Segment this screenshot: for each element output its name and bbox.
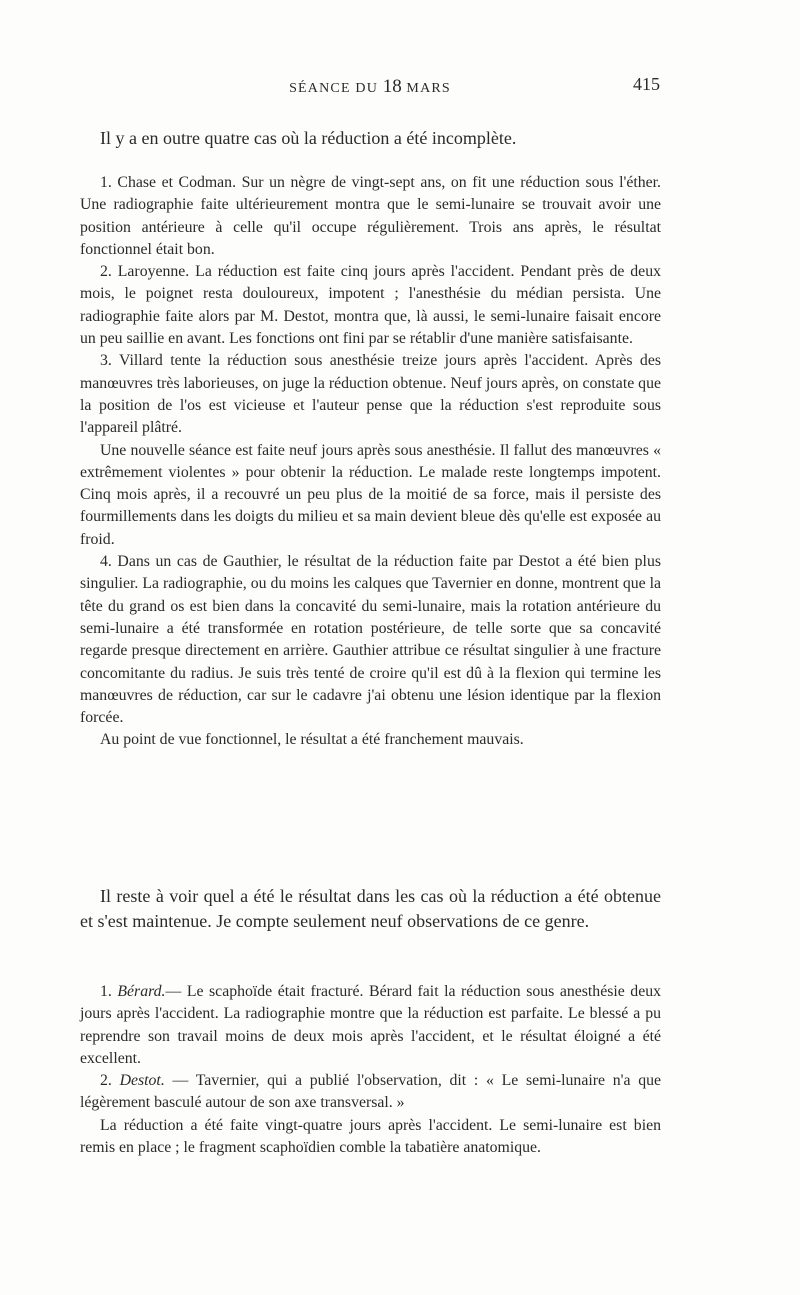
case-paragraph: 2. Laroyenne. La réduction est faite cinq jours après l'accident. Pendant près de deux mois, le poignet resta douloureux, impotent ; l'anesthésie du médian persista. Une radiographie faite alors par M. Destot, montra que, là aussi, le semi-lunaire faisait encore un peu saillie en avant. Les fonctions ont fini par se rétablir d'une manière satisfaisante.: [80, 263, 661, 348]
intro-paragraph: Il y a en outre quatre cas où la réduction a été incomplète.: [100, 128, 517, 148]
maintained-cases-block: [80, 981, 661, 1159]
case-text: — Tavernier, qui a publié l'observation, dit : « Le semi-lunaire n'a que légèrement basculé autour de son axe transversal. »: [80, 1072, 661, 1112]
case-paragraph: [80, 981, 661, 1070]
case-author: Destot.: [119, 1072, 165, 1090]
running-head: [80, 76, 660, 98]
case-paragraph: Une nouvelle séance est faite neuf jours après sous anesthésie. Il fallut des manœuvres « extrêmement violentes » pour obtenir la réduction. Le malade reste longtemps impotent. Cinq mois après, il a recouvré un peu plus de la moitié de sa force, mais il persiste des fourmillements dans les doigts du milieu et sa main devient bleue dès qu'elle est exposée au froid.: [80, 441, 661, 548]
running-head-prefix: SÉANCE DU: [289, 81, 383, 96]
transition-paragraph: Il reste à voir quel a été le résultat dans les cas où la réduction a été obtenue et s'est maintenue. Je compte seulement neuf observations de ce genre.: [80, 886, 661, 931]
case-author: Bérard.: [117, 983, 166, 1000]
case-text: — Le scaphoïde était fracturé. Bérard fait la réduction sous anesthésie deux jours après l'accident. La radiographie montre que la réduction est parfaite. Le blessé a pu reprendre son travail moins de deux mois après l'accident, et le résultat éloigné a été excellent.: [80, 983, 662, 1067]
case-number: 1.: [100, 983, 118, 1000]
page-number: 415: [633, 74, 660, 94]
case-paragraph: Au point de vue fonctionnel, le résultat a été franchement mauvais.: [100, 731, 524, 749]
transition-block: [80, 884, 661, 934]
running-head-day: 18: [382, 76, 402, 97]
case-number: 2.: [100, 1072, 120, 1090]
incomplete-cases-block: [80, 172, 661, 752]
case-paragraph: 3. Villard tente la réduction sous anesthésie treize jours après l'accident. Après des manœuvres très laborieuses, on juge la réduction obtenue. Neuf jours après, on constate que la position de l'os est vicieuse et l'auteur pense que la réduction s'est reproduite sous l'appareil plâtré.: [80, 352, 661, 437]
page-header: [80, 74, 660, 97]
case-paragraph: 4. Dans un cas de Gauthier, le résultat de la réduction faite par Destot a été bien plus singulier. La radiographie, ou du moins les calques que Tavernier en donne, montrent que la tête du grand os est bien dans la concavité du semi-lunaire, mais la rotation antérieure du semi-lunaire a été transformée en rotation postérieure, de telle sorte que sa concavité regarde presque directement en arrière. Gauthier attribue ce résultat singulier à une fracture concomitante du radius. Je suis très tenté de croire qu'il est dû à la flexion qui termine les manœuvres de réduction, car sur le cadavre j'ai obtenu une lésion identique par la flexion forcée.: [80, 553, 661, 727]
running-head-suffix: MARS: [401, 81, 451, 96]
case-paragraph: [80, 1070, 661, 1115]
case-paragraph: 1. Chase et Codman. Sur un nègre de vingt-sept ans, on fit une réduction sous l'éther. Une radiographie faite ultérieurement montra que le semi-lunaire se trouvait avoir une position antérieure à celle qu'il occupe régulièrement. Trois ans après, le résultat fonctionnel était bon.: [80, 174, 661, 258]
closing-paragraph: La réduction a été faite vingt-quatre jours après l'accident. Le semi-lunaire est bien remis en place ; le fragment scaphoïdien comble la tabatière anatomique.: [80, 1116, 661, 1157]
